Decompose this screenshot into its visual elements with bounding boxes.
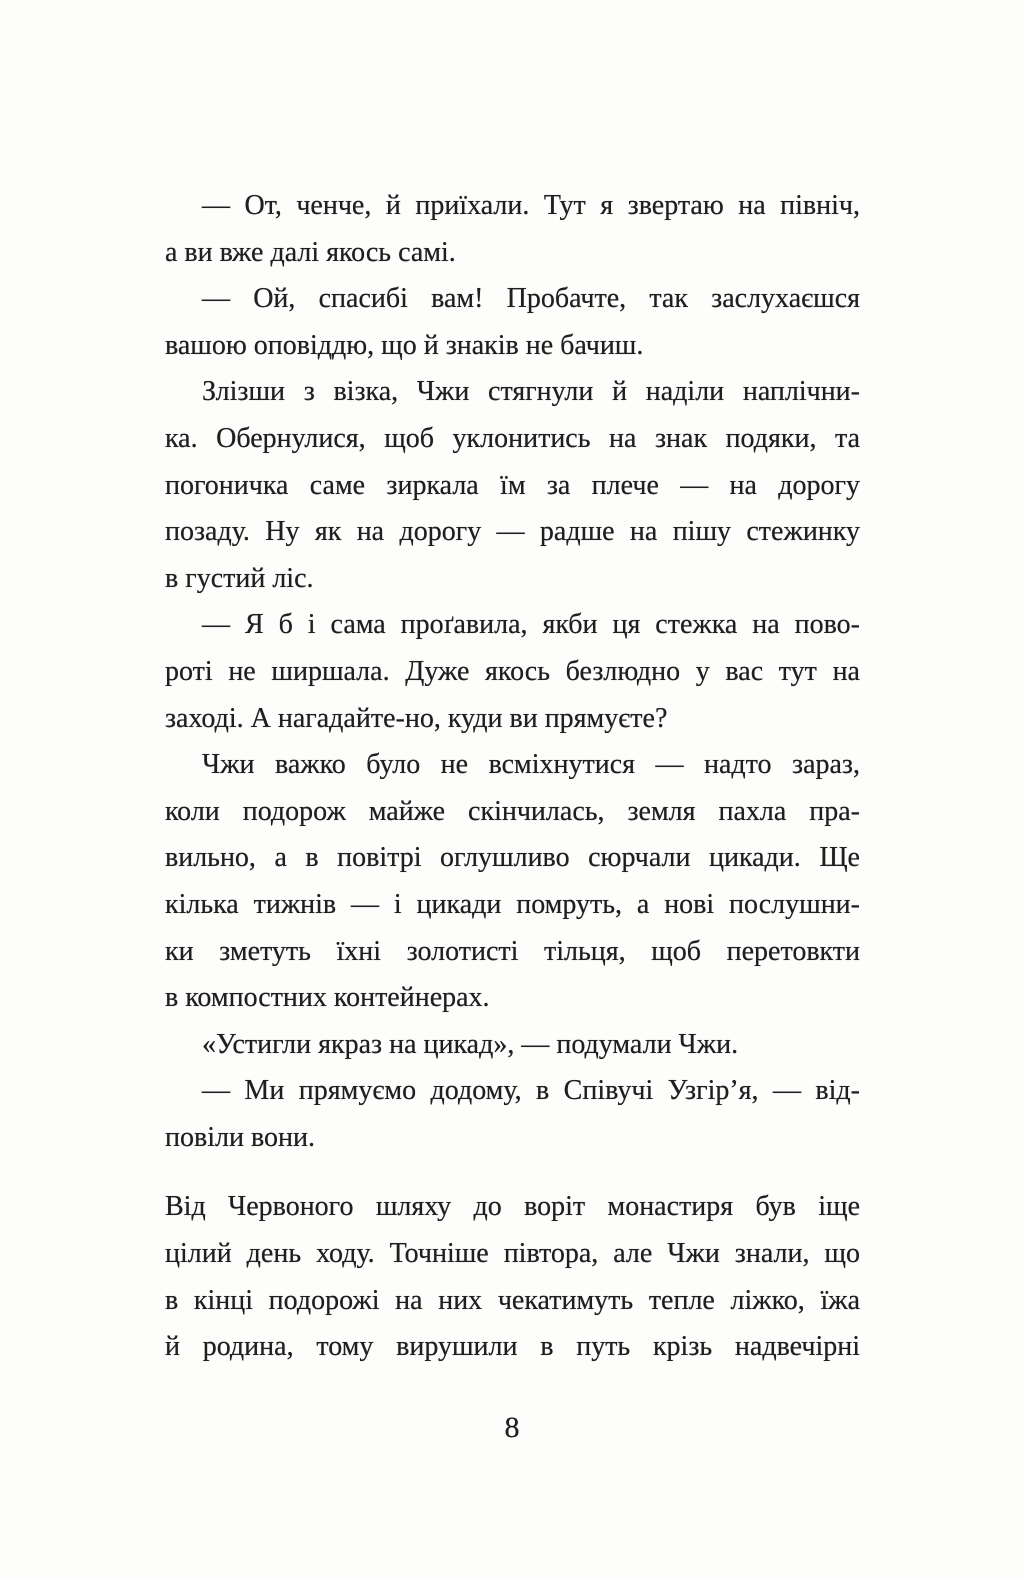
paragraph (165, 183, 860, 276)
page-number: 8 (504, 1411, 520, 1444)
text-line: погоничка саме зиркала їм за плече — на дорогу (165, 469, 860, 501)
text-line: вильно, а в повітрі оглушливо сюрчали цикади. Ще (165, 842, 860, 874)
paragraph (165, 276, 860, 369)
text-line: повіли вони. (165, 1121, 315, 1153)
text-line: — Ой, спасибі вам! Пробачте, так заслухаєшся (202, 283, 860, 315)
text-line: Від Червоного шляху до воріт монастиря був іще (165, 1191, 860, 1223)
text-line: заході. А нагадайте-но, куди ви прямуєте? (165, 702, 668, 734)
paragraph (165, 1184, 860, 1370)
text-line: в густий ліс. (165, 562, 314, 594)
text-line: а ви вже далі якось самі. (165, 236, 456, 268)
text-line: — Я б і сама проґавила, якби ця стежка на пово- (202, 609, 860, 641)
paragraph (165, 1068, 860, 1161)
text-line: роті не ширшала. Дуже якось безлюдно у вас тут на (165, 655, 860, 687)
text-line: — От, ченче, й приїхали. Тут я звертаю на північ, (202, 190, 860, 221)
text-line: в компостних контейнерах. (165, 982, 490, 1014)
text-line: «Устигли якраз на цикад», — подумали Чжи. (202, 1028, 739, 1060)
text-line: цілий день ходу. Точніше півтора, але Чжи знали, що (165, 1238, 860, 1270)
text-line: й родина, тому вирушили в путь крізь надвечірні (165, 1331, 860, 1363)
text-line: — Ми прямуємо додому, в Співучі Узгір’я, — від- (202, 1075, 860, 1107)
paragraph (165, 602, 860, 742)
text-line: ка. Обернулися, щоб уклонитись на знак подяки, та (165, 422, 860, 454)
text-line: ки зметуть їхні золотисті тільця, щоб перетовкти (165, 935, 860, 967)
paragraph (165, 369, 860, 602)
text-line: в кінці подорожі на них чекатимуть тепле ліжко, їжа (165, 1284, 860, 1316)
page-text-block (165, 183, 860, 1371)
text-line: кілька тижнів — і цикади помруть, а нові послушни- (165, 888, 860, 920)
text-line: вашою оповіддю, що й знаків не бачиш. (165, 329, 644, 361)
text-line: коли подорож майже скінчилась, земля пахла пра- (165, 795, 860, 827)
text-line: Злізши з візка, Чжи стягнули й наділи наплічни- (202, 376, 860, 408)
paragraph (165, 742, 860, 1022)
paragraph (165, 1022, 860, 1069)
text-line: позаду. Ну як на дорогу — радше на пішу стежинку (165, 516, 860, 548)
text-line: Чжи важко було не всміхнутися — надто зараз, (202, 749, 860, 781)
